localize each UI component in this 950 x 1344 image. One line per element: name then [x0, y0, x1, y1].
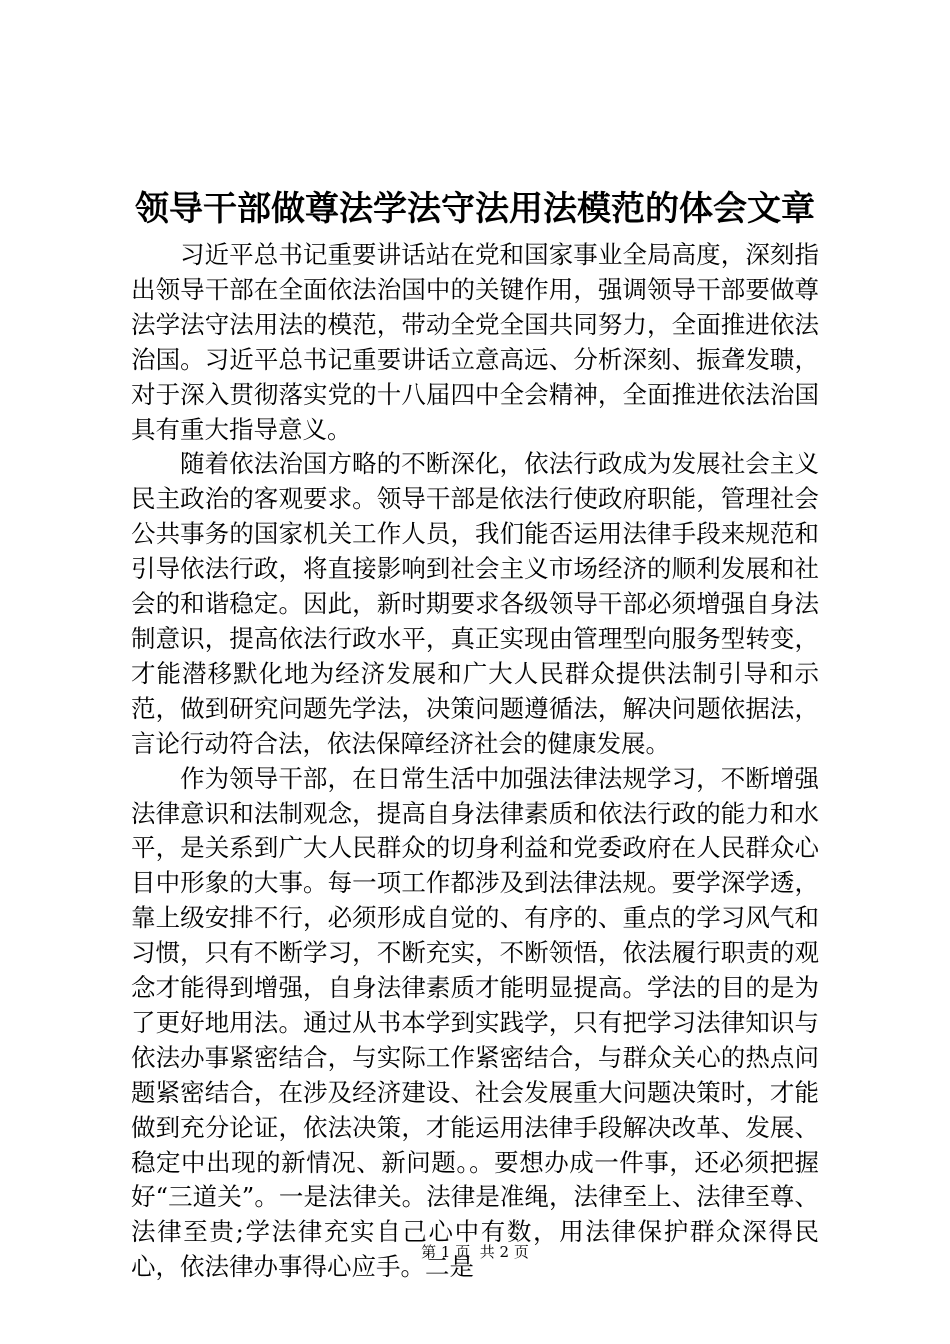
paragraph-3: 作为领导干部，在日常生活中加强法律法规学习，不断增强法律意识和法制观念，提高自身法律素质和依法行政的能力和水平，是关系到广大人民群众的切身利益和党委政府在人民群众心目中形象的大事。每一项工作都涉及到法律法规。要学深学透，靠上级安排不行，必须形成自觉的、有序的、重点的学习风气和习惯，只有不断学习，不断充实，不断领悟，依法履行职责的观念才能得到增强，自身法律素质才能明显提高。学法的目的是为了更好地用法。通过从书本学到实践学，只有把学习法律知识与依法办事紧密结合，与实际工作紧密结合，与群众关心的热点问题紧密结合，在涉及经济建设、社会发展重大问题决策时，才能做到充分论证，依法决策，才能运用法律手段解决改革、发展、稳定中出现的新情况、新问题。。要想办成一件事，还必须把握好“三道关”。一是法律关。法律是准绳，法律至上、法律至尊、法律至贵;学法律充实自己心中有数，用法律保护群众深得民心，依法律办事得心应手。二是: [131, 763, 819, 1282]
page-number-footer: 第 1 页 共 2 页: [421, 1243, 529, 1261]
document-body: [131, 238, 819, 1285]
paragraph-2: 随着依法治国方略的不断深化，依法行政成为发展社会主义民主政治的客观要求。领导干部是依法行使政府职能，管理社会公共事务的国家机关工作人员，我们能否运用法律手段来规范和引导依法行政，将直接影响到社会主义市场经济的顺利发展和社会的和谐稳定。因此，新时期要求各级领导干部必须增强自身法制意识，提高依法行政水平，真正实现由管理型向服务型转变，才能潜移默化地为经济发展和广大人民群众提供法制引导和示范，做到研究问题先学法，决策问题遵循法，解决问题依据法，言论行动符合法，依法保障经济社会的健康发展。: [131, 449, 819, 758]
document-title: 领导干部做尊法学法守法用法模范的体会文章: [135, 189, 815, 229]
paragraph-1: 习近平总书记重要讲话站在党和国家事业全局高度，深刻指出领导干部在全面依法治国中的关键作用，强调领导干部要做尊法学法守法用法的模范，带动全党全国共同努力，全面推进依法治国。习近平总书记重要讲话立意高远、分析深刻、振聋发聩，对于深入贯彻落实党的十八届四中全会精神，全面推进依法治国具有重大指导意义。: [131, 240, 819, 444]
